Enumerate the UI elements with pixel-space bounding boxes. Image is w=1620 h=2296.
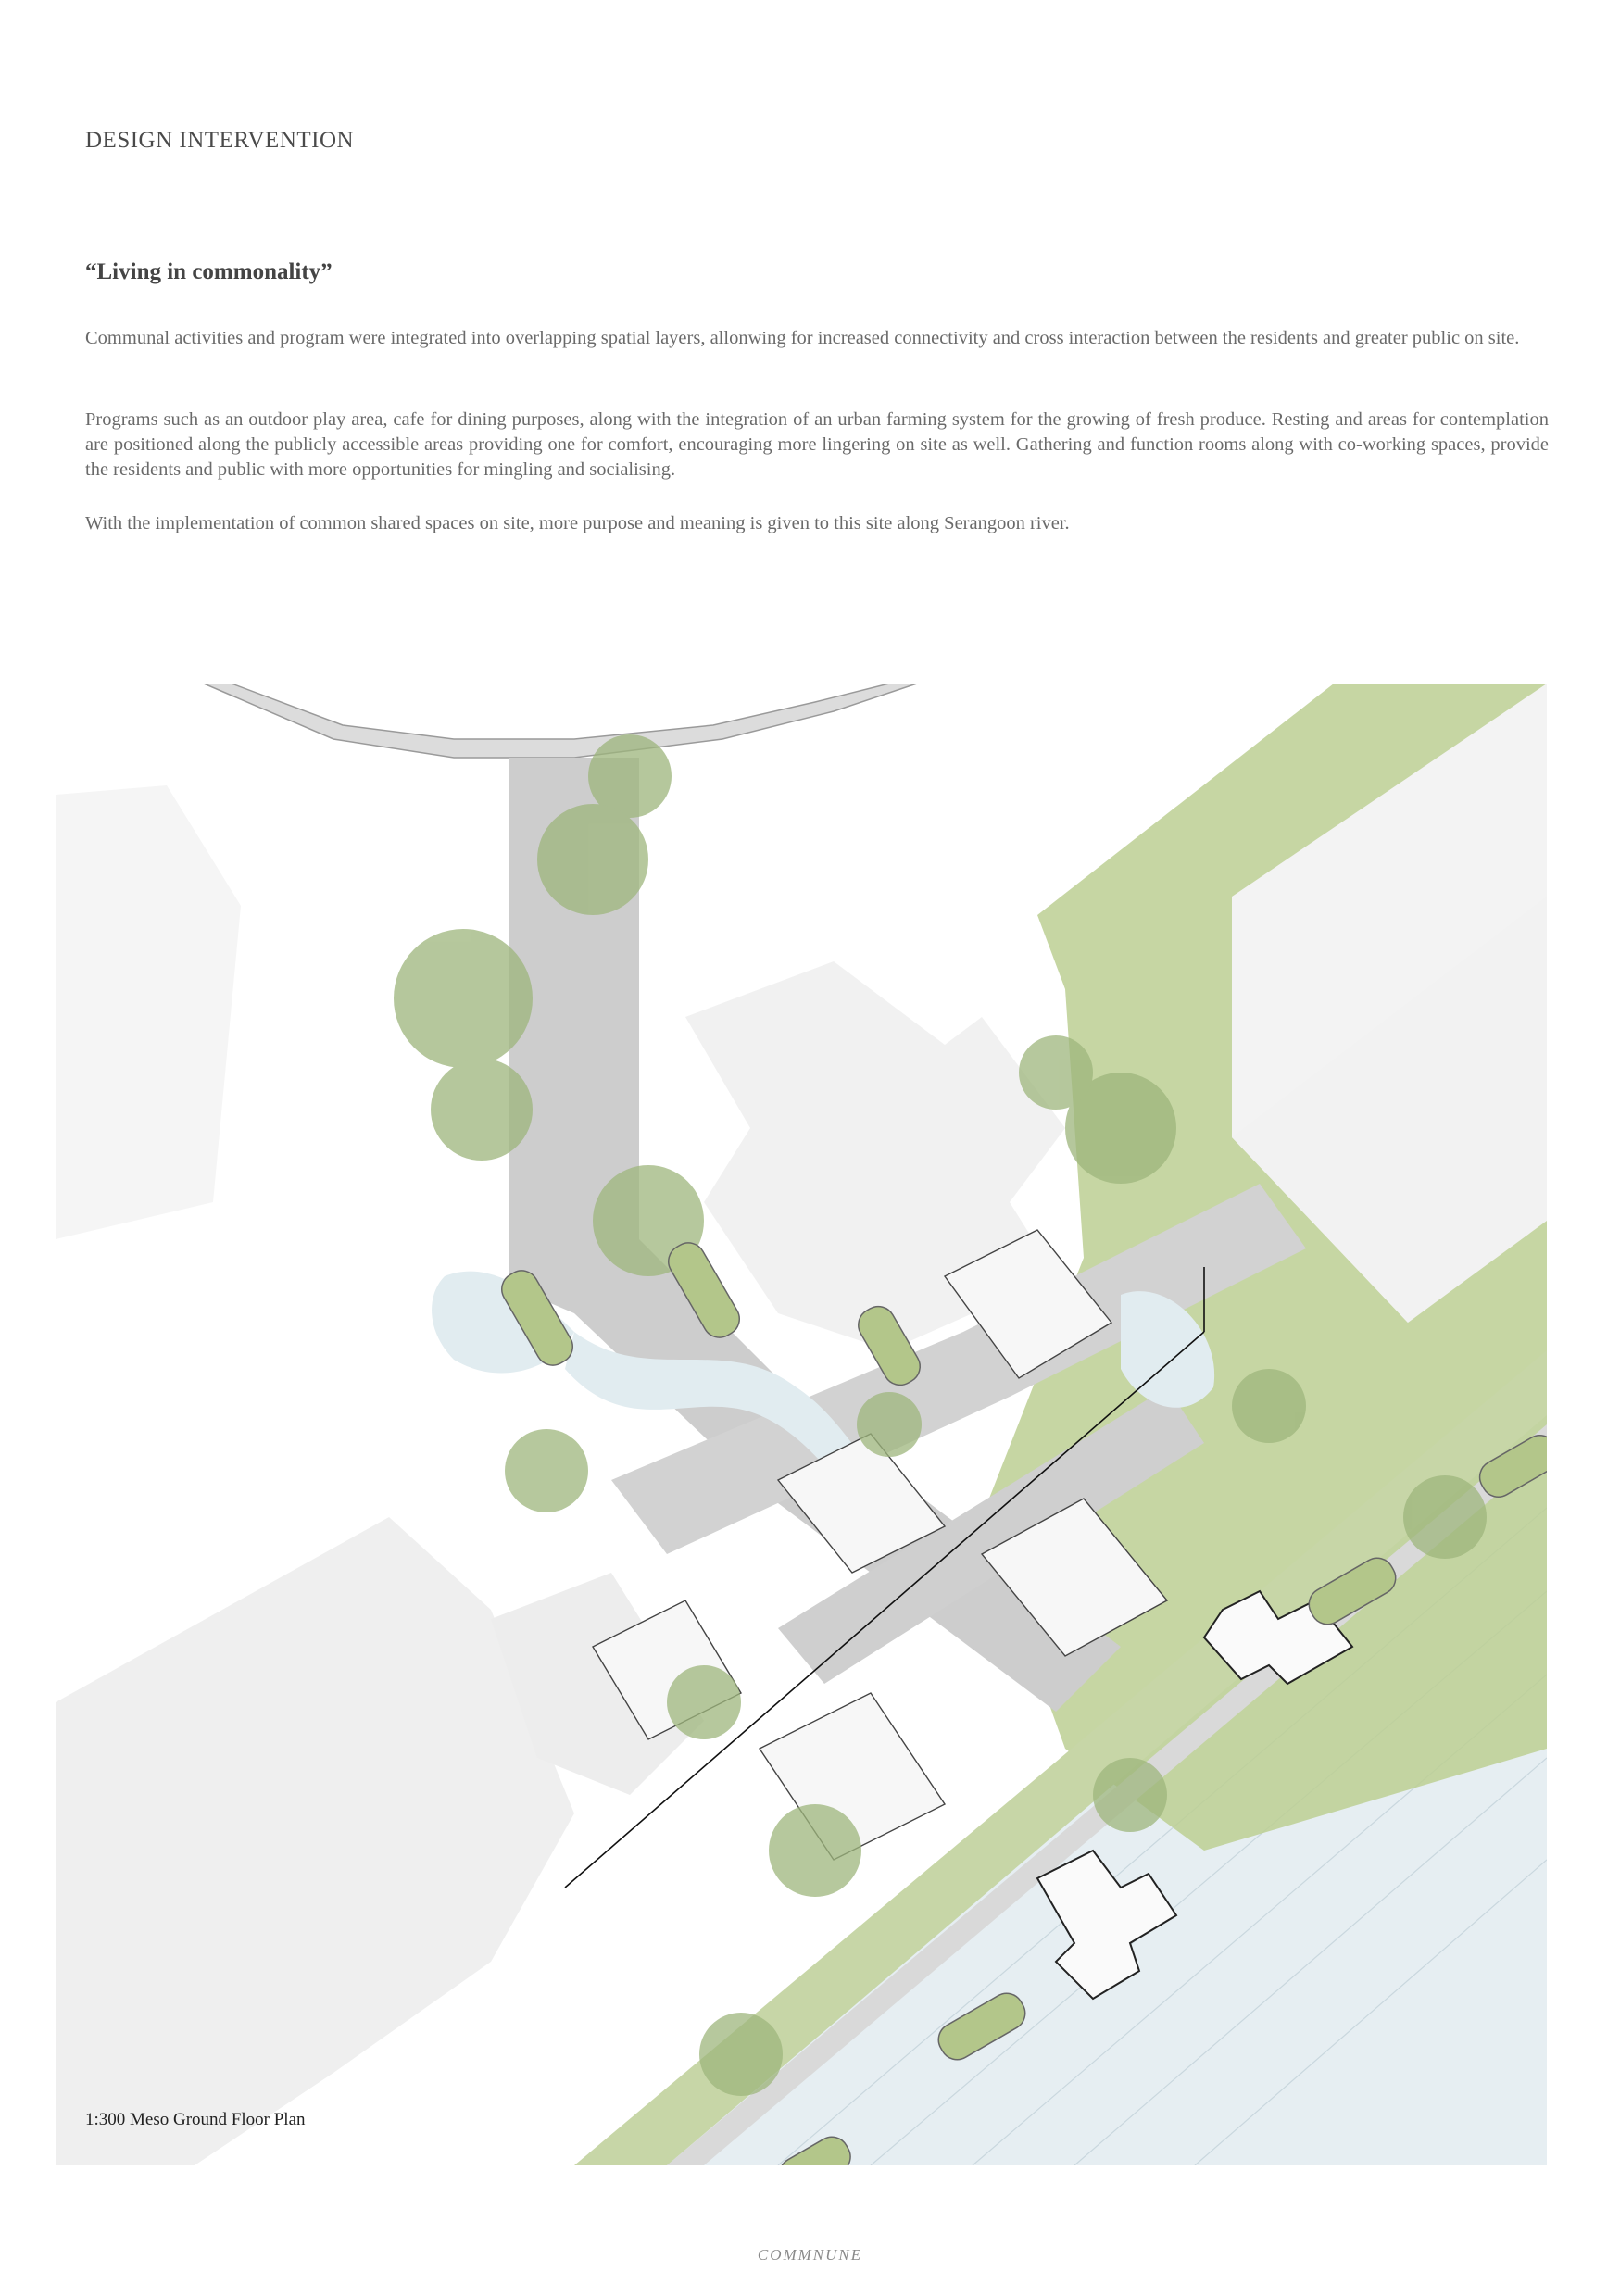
bridge bbox=[204, 684, 917, 758]
footer-brand: COMMNUNE bbox=[757, 2246, 863, 2264]
section-title: DESIGN INTERVENTION bbox=[85, 128, 355, 153]
ground-floor-plan bbox=[56, 684, 1547, 2165]
plan-caption: 1:300 Meso Ground Floor Plan bbox=[85, 2110, 306, 2129]
paragraph-programs: Programs such as an outdoor play area, cafe for dining purposes, along with the integration of an urban farming system for the growing of fresh produce. Resting and areas for contemplation are positioned along the publicly accessible areas providing one for comfort, encouraging more lingering on site as well. Gathering and function rooms along with co-working spaces, provide the residents and public with more opportunities for mingling and socialising. bbox=[85, 409, 1549, 480]
paragraph-connectivity: Communal activities and program were integrated into overlapping spatial layers, allonwing for increased connectivity and cross interaction between the residents and greater public on site. bbox=[85, 328, 1520, 348]
neighbour-buildings-left bbox=[56, 785, 241, 1239]
neighbour-buildings-southwest bbox=[56, 1517, 574, 2165]
quote-heading: “Living in commonality” bbox=[85, 259, 333, 284]
paragraph-conclusion: With the implementation of common shared spaces on site, more purpose and meaning is given to this site along Serangoon river. bbox=[85, 513, 1070, 533]
